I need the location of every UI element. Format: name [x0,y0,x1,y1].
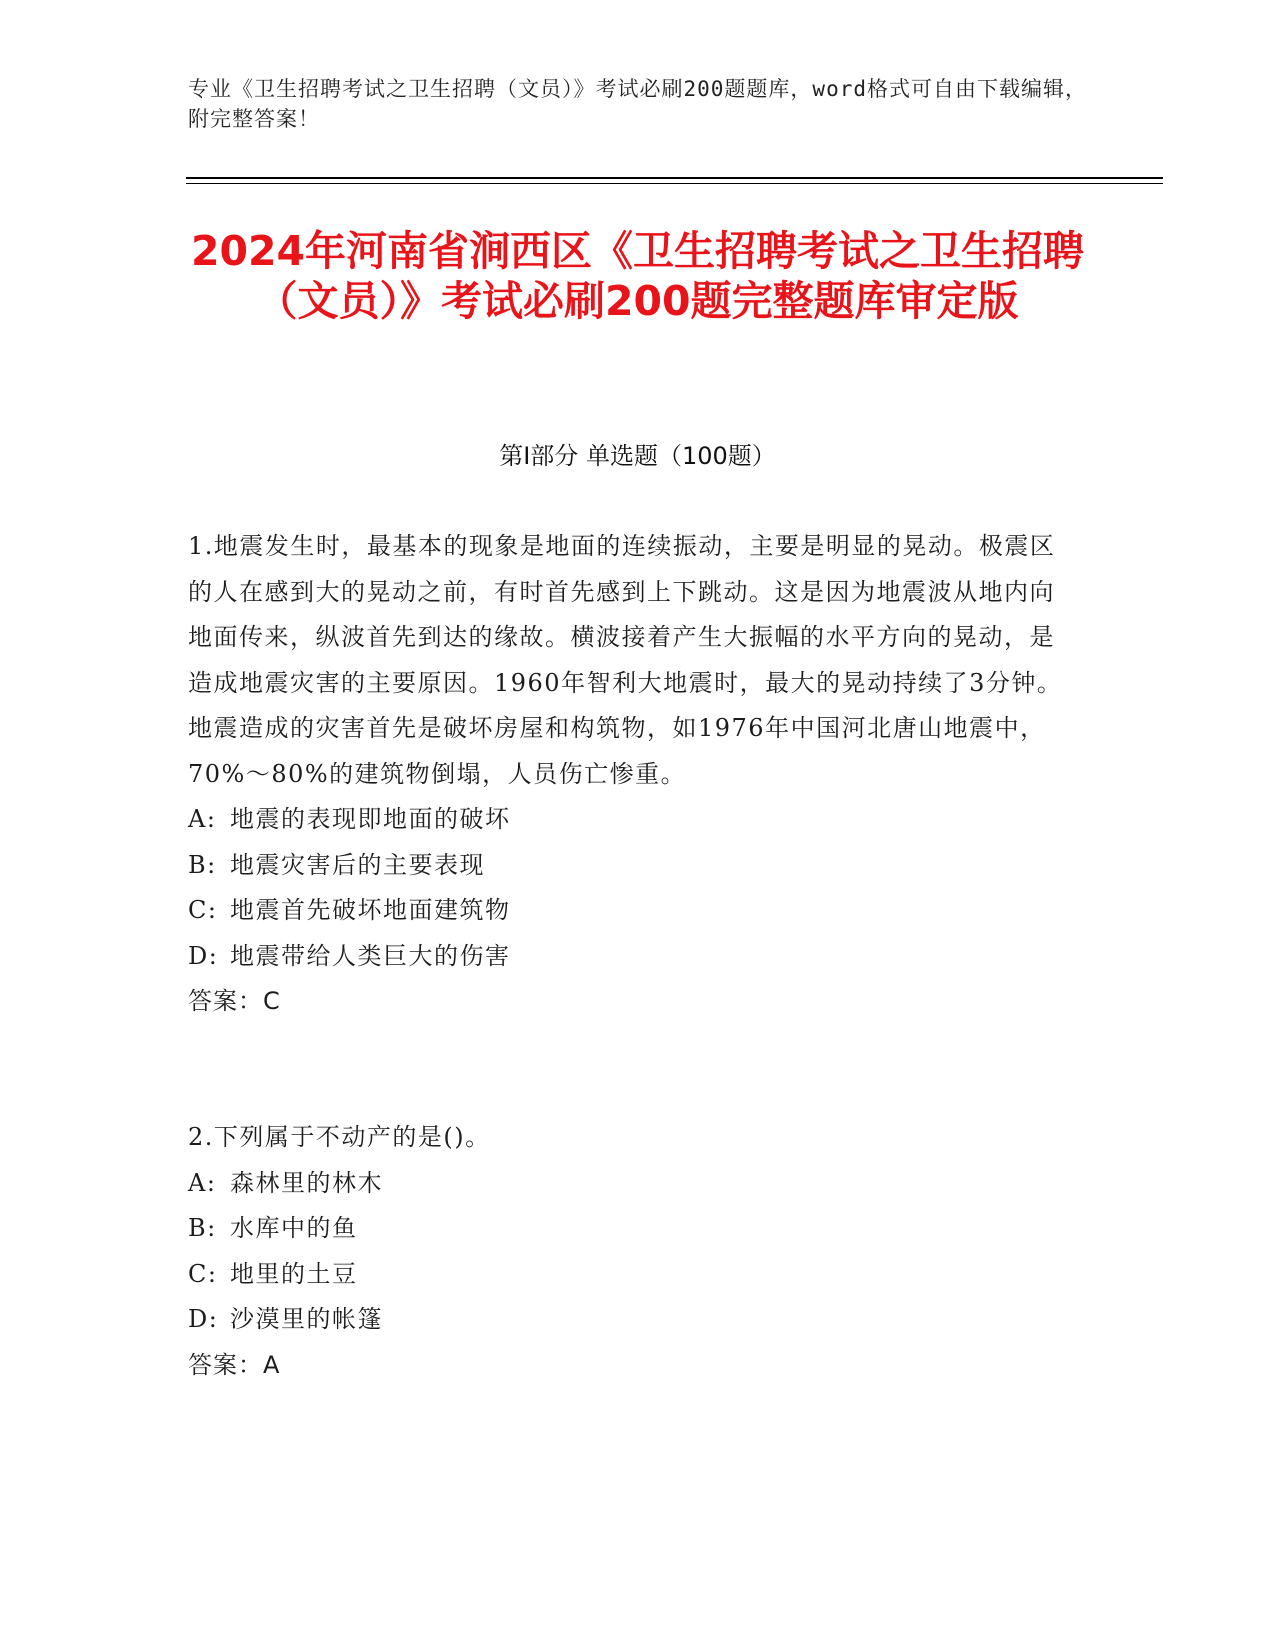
option-letter: C: [188,896,218,924]
section-heading: 第Ⅰ部分 单选题（100题） [499,442,776,470]
option-letter: D: [188,941,219,970]
option-letter: B: [188,850,217,879]
header-rule-thick [186,177,1163,179]
option-text: 地震带给人类巨大的伤害 [230,941,511,970]
option-text: 地震灾害后的主要表现 [230,850,485,879]
question-stem: 1.地震发生时，最基本的现象是地面的连续振动，主要是明显的晃动。极震区的人在感到大的晃动之前，有时首先感到上下跳动。这是因为地震波从地内向地面传来，纵波首先到达的缘故。横波接着产生大振幅的水平方向的晃动，是造成地震灾害的主要原因。1960年智利大地震时，最大的晃动持续了3分钟。地震造成的灾害首先是破坏房屋和构筑物，如1976年中国河北唐山地震中，70%～80%的建筑物倒塌，人员伤亡惨重。 [188,532,1063,788]
answer-line: 答案：C [188,987,281,1015]
option-text: 森林里的林木 [230,1168,383,1197]
option-c [188,888,1068,934]
option-text: 水库中的鱼 [230,1214,358,1242]
header-rule-thin [186,183,1163,184]
option-text: 地震的表现即地面的破坏 [230,805,511,833]
option-d [188,934,1068,980]
question-1 [188,524,1068,1025]
option-text: 沙漠里的帐篷 [230,1305,383,1333]
option-letter: B: [188,1214,217,1242]
option-letter: A: [188,805,217,833]
option-text: 地里的土豆 [230,1259,358,1288]
option-letter: D: [188,1305,219,1333]
header-note: 专业《卫生招聘考试之卫生招聘（文员）》考试必刷200题题库，word格式可自由下载编辑，附完整答案！ [188,77,1087,131]
option-b [188,843,1068,889]
document-title: 2024年河南省涧西区《卫生招聘考试之卫生招聘（文员）》考试必刷200题完整题库审定版 [190,227,1085,325]
option-a [188,1161,1068,1207]
question-stem: 2.下列属于不动产的是()。 [188,1123,491,1151]
option-letter: A: [188,1168,217,1197]
option-c [188,1252,1068,1298]
option-d [188,1297,1068,1343]
option-b [188,1206,1068,1252]
option-letter: C: [188,1259,218,1288]
option-a [188,797,1068,843]
option-text: 地震首先破坏地面建筑物 [230,896,511,924]
question-2 [188,1115,1068,1388]
answer-line: 答案：A [188,1350,281,1379]
